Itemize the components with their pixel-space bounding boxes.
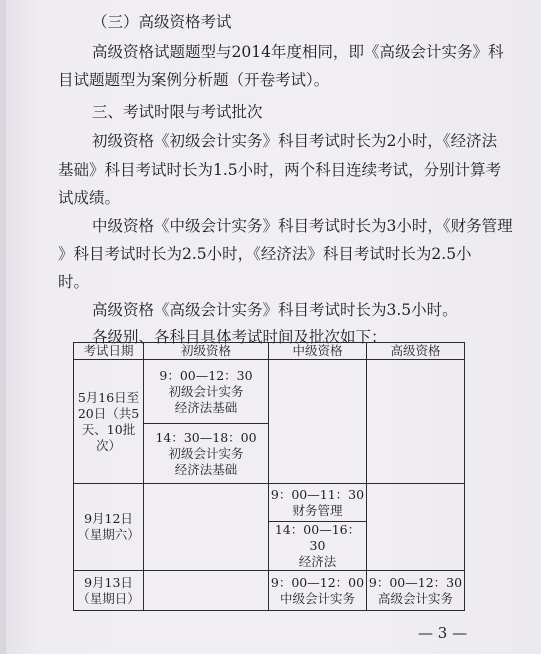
- date-text: 9月12日: [84, 511, 133, 526]
- session-subject: 初级会计实务: [168, 445, 244, 461]
- table-header-row: [74, 343, 465, 360]
- date-text: 5月16日至: [77, 389, 140, 405]
- chuji-session-afternoon: [144, 424, 269, 484]
- header-chuji: 初级资格: [144, 343, 269, 360]
- section-heading-three: 三、考试时限与考试批次: [92, 103, 263, 121]
- session-subject: 经济法基础: [174, 461, 238, 477]
- session-subject: 初级会计实务: [168, 383, 244, 399]
- session-time: 9：00—11：30: [270, 486, 365, 502]
- date-text: 9月13日: [84, 574, 133, 590]
- session-time: 14：00—16：30: [274, 522, 361, 553]
- date-text: 次）: [95, 437, 121, 453]
- session-time: 9：00—12：30: [159, 367, 253, 383]
- paragraph-chuji-line1: 初级资格《初级会计实务》科目考试时长为2小时，《经济法: [92, 132, 498, 150]
- date-text: 天、10批: [81, 421, 136, 437]
- gaoji-empty-cell: [367, 484, 465, 571]
- zhongji-session-morning: [269, 484, 367, 522]
- exam-schedule-table: [73, 342, 465, 611]
- session-subject: 中级会计实务: [279, 590, 355, 606]
- session-time: 14：30—18：00: [155, 429, 257, 445]
- paragraph-gaoji-line2: 目试题题型为案例分析题（开卷考试）。: [58, 71, 330, 89]
- header-date: 考试日期: [74, 343, 144, 360]
- date-text: （星期六）: [77, 527, 140, 542]
- date-cell-sep13: [74, 571, 144, 611]
- zhongji-session: [269, 571, 367, 611]
- session-time: 9：00—12：00: [270, 574, 365, 590]
- table-row: [74, 360, 465, 424]
- paragraph-gaoji-line1: 高级资格试题题型与2014年度相同，即《高级会计实务》科: [92, 43, 504, 61]
- section-heading-3: （三）高级资格考试: [92, 13, 232, 31]
- paragraph-zhongji-line3: 时。: [58, 273, 90, 291]
- chuji-session-morning: [144, 360, 269, 424]
- date-text: 20日（共5: [77, 405, 140, 421]
- date-cell-may: [74, 360, 144, 484]
- date-text: （星期日）: [77, 590, 140, 606]
- session-subject: 经济法基础: [174, 399, 238, 415]
- page-number: — 3 —: [418, 624, 468, 642]
- header-zhongji: 中级资格: [269, 343, 367, 360]
- session-subject: 经济法: [298, 554, 337, 569]
- paragraph-chuji-line2: 基础》科目考试时长为1.5小时，两个科目连续考试，分别计算考: [58, 161, 502, 179]
- date-cell-sep12: [74, 484, 144, 571]
- table-intro: 各级别、各科目具体考试时间及批次如下：: [92, 328, 387, 346]
- paragraph-zhongji-line2: 》科目考试时长为2.5小时，《经济法》科目考试时长为2.5小: [58, 245, 472, 263]
- table-row: [74, 571, 465, 611]
- session-subject: 高级会计实务: [377, 590, 453, 606]
- header-gaoji: 高级资格: [367, 343, 465, 360]
- session-time: 9：00—12：30: [368, 574, 463, 590]
- chuji-empty-cell: [144, 571, 269, 611]
- session-subject: 财务管理: [292, 502, 343, 518]
- document-page: [6, 0, 541, 654]
- gaoji-empty-cell: [367, 360, 465, 484]
- table-row: [74, 484, 465, 522]
- paragraph-zhongji-line1: 中级资格《中级会计实务》科目考试时长为3小时，《财务管理: [92, 217, 513, 235]
- zhongji-empty-cell: [269, 360, 367, 484]
- gaoji-session: [367, 571, 465, 611]
- chuji-empty-cell: [144, 484, 269, 571]
- paragraph-gaoji-line3: 高级资格《高级会计实务》科目考试时长为3.5小时。: [92, 301, 458, 319]
- zhongji-session-afternoon: [269, 522, 367, 571]
- paragraph-chuji-line3: 试成绩。: [58, 189, 121, 207]
